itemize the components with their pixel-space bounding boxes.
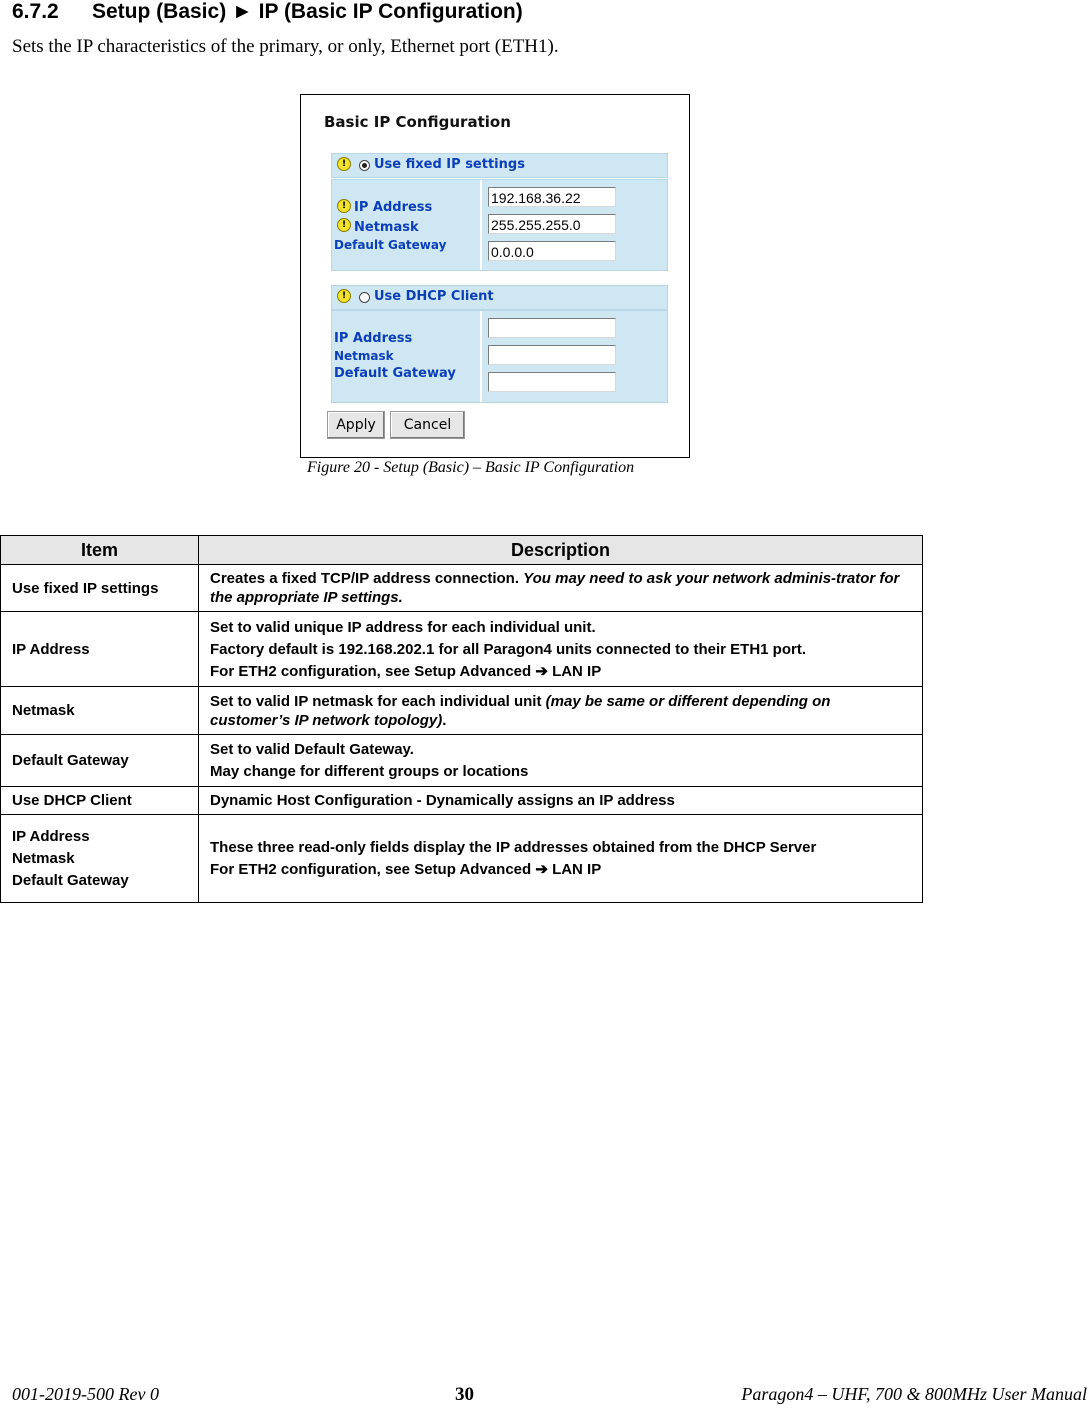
item-description-table: [0, 535, 923, 903]
row-description: [199, 815, 923, 903]
warning-icon: !: [337, 289, 351, 303]
description-line: Set to valid unique IP address for each individual unit.: [210, 618, 596, 636]
footer-manual-title: Paragon4 – UHF, 700 & 800MHz User Manual: [741, 1384, 1087, 1404]
description-line: Set to valid Default Gateway.: [210, 741, 414, 758]
fixed-netmask-label: Netmask: [354, 220, 419, 235]
table-row: [1, 787, 923, 815]
item-column-header: Item: [1, 536, 199, 565]
row-description: [199, 565, 923, 612]
description-line: For ETH2 configuration, see Setup Advanced ➔ LAN IP: [210, 861, 602, 878]
description-line: For ETH2 configuration, see Setup Advanced ➔ LAN IP: [210, 662, 602, 680]
section-heading: [12, 0, 523, 24]
table-row: [1, 612, 923, 687]
cancel-button[interactable]: Cancel: [390, 411, 465, 439]
row-item-list: [1, 815, 199, 903]
fixed-ip-panel: [331, 179, 668, 271]
dhcp-ip-address-label: IP Address: [334, 331, 413, 346]
basic-ip-configuration-figure: [300, 94, 690, 458]
fixed-ip-address-label: IP Address: [354, 200, 433, 215]
table-row: [1, 815, 923, 903]
description-line: These three read-only fields display the IP addresses obtained from the DHCP Server: [210, 839, 817, 856]
fixed-gateway-label: Default Gateway: [334, 238, 447, 252]
dhcp-radio[interactable]: [359, 292, 370, 303]
apply-button[interactable]: Apply: [327, 411, 385, 439]
row-description: [199, 612, 923, 687]
dhcp-panel: [331, 310, 668, 403]
fixed-ip-radio-label[interactable]: Use fixed IP settings: [374, 157, 525, 172]
description-text: Set to valid IP netmask for each individual unit: [210, 692, 546, 710]
footer-page-number: 30: [455, 1384, 474, 1405]
table-header-row: [1, 536, 923, 565]
fixed-netmask-input[interactable]: 255.255.255.0: [488, 214, 616, 234]
row-item: Use DHCP Client: [1, 787, 199, 815]
row-item: IP Address: [12, 828, 90, 845]
warning-icon: !: [337, 199, 351, 213]
dhcp-netmask-label: Netmask: [334, 349, 394, 363]
dhcp-netmask-field: [488, 345, 616, 365]
description-column-header: Description: [199, 536, 923, 565]
description-text: .: [442, 711, 447, 729]
section-title: Setup (Basic) ► IP (Basic IP Configuration): [92, 0, 523, 23]
fixed-gateway-input[interactable]: 0.0.0.0: [488, 241, 616, 261]
table-row: [1, 687, 923, 735]
warning-icon: !: [337, 157, 351, 171]
description-line: Factory default is 192.168.202.1 for all Paragon4 units connected to their ETH1 port.: [210, 640, 807, 658]
description-line: May change for different groups or locations: [210, 763, 529, 780]
row-item: IP Address: [1, 612, 199, 687]
dhcp-ip-address-field: [488, 318, 616, 338]
section-number: 6.7.2: [12, 0, 59, 23]
fixed-ip-radio[interactable]: [359, 160, 370, 171]
row-description: [199, 735, 923, 787]
row-item: Netmask: [1, 687, 199, 735]
table-row: [1, 565, 923, 612]
dhcp-header: [331, 285, 668, 310]
row-item: Default Gateway: [1, 735, 199, 787]
dhcp-gateway-label: Default Gateway: [334, 366, 456, 381]
dhcp-radio-label[interactable]: Use DHCP Client: [374, 289, 494, 304]
table-row: [1, 735, 923, 787]
row-description: [199, 687, 923, 735]
figure-title: Basic IP Configuration: [324, 113, 511, 131]
fixed-ip-address-input[interactable]: 192.168.36.22: [488, 187, 616, 207]
row-item: Default Gateway: [12, 872, 129, 889]
row-item: Use fixed IP settings: [1, 565, 199, 612]
figure-caption: Figure 20 - Setup (Basic) – Basic IP Configuration: [307, 459, 635, 476]
description-italic-text: (may be same or different depending on customer’s IP network topology): [210, 692, 831, 729]
intro-paragraph: Sets the IP characteristics of the primary, or only, Ethernet port (ETH1).: [12, 36, 559, 57]
row-description: Dynamic Host Configuration - Dynamically assigns an IP address: [199, 787, 923, 815]
warning-icon: !: [337, 218, 351, 232]
dhcp-gateway-field: [488, 372, 616, 392]
description-italic-text: You may need to ask your network adminis-trator for the appropriate IP settings.: [210, 570, 900, 606]
row-item: Netmask: [12, 850, 75, 867]
description-text: Creates a fixed TCP/IP address connection.: [210, 570, 524, 587]
fixed-ip-header: [331, 153, 668, 178]
footer-doc-number: 001-2019-500 Rev 0: [12, 1384, 159, 1404]
